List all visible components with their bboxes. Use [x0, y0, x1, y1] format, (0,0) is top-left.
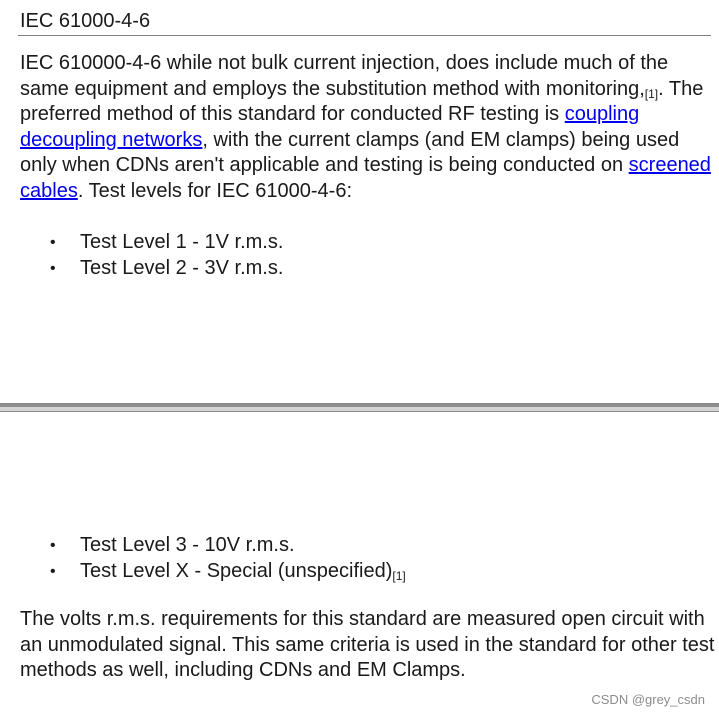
list-item: [0, 255, 719, 281]
section-heading: IEC 61000-4-6: [20, 10, 151, 32]
intro-text-2: . The preferred method of this standard for conducted RF testing is: [20, 77, 704, 125]
list-item: [0, 532, 719, 558]
test-levels-list-page-1: [0, 229, 719, 281]
bullet-icon: •: [50, 260, 56, 277]
heading-underline: [18, 35, 711, 36]
reference-1[interactable]: [1]: [392, 569, 406, 583]
bullet-icon: •: [50, 563, 56, 580]
bullet-icon: •: [50, 234, 56, 251]
test-level-label: Test Level X - Special (unspecified): [80, 560, 393, 582]
test-level-label: Test Level 1 - 1V r.m.s.: [80, 231, 284, 253]
intro-text-4: . Test levels for IEC 61000-4-6:: [77, 179, 353, 202]
test-level-label: Test Level 2 - 3V r.m.s.: [80, 257, 284, 279]
intro-paragraph: [20, 51, 715, 204]
closing-paragraph: The volts r.m.s. requirements for this standard are measured open circuit with an unmodulated signal. This same criteria is used in the standard for other test methods as well, including CDNs and EM Clamps.: [20, 608, 715, 681]
test-levels-list-page-2: [0, 532, 719, 584]
list-item: [0, 558, 719, 584]
watermark-text: CSDN @grey_csdn: [591, 692, 705, 707]
page-break-shadow: [0, 404, 719, 407]
reference-1[interactable]: [1]: [644, 86, 659, 101]
coupling-decoupling-networks-link[interactable]: coupling decoupling networks: [20, 103, 640, 151]
bullet-icon: •: [50, 537, 56, 554]
intro-text-3: , with the current clamps (and EM clamps) being used only when CDNs aren't applicable and testing is being conducted on: [20, 128, 680, 176]
screened-cables-link[interactable]: screened cables: [20, 154, 711, 202]
list-item: [0, 229, 719, 255]
intro-text-1: IEC 610000-4-6 while not bulk current injection, does include much of the same equipment and employs the substitution method with monitoring,: [20, 52, 669, 100]
test-level-label: Test Level 3 - 10V r.m.s.: [80, 534, 295, 556]
